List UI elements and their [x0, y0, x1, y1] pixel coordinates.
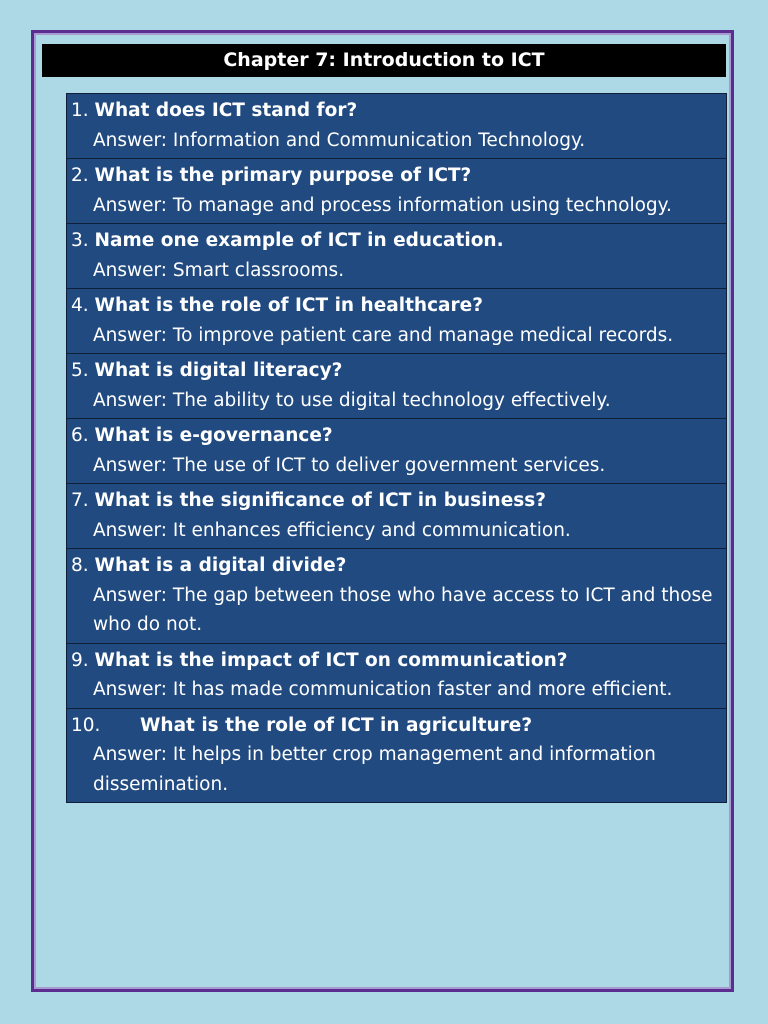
qa-item [67, 418, 726, 483]
question-text: What is the primary purpose of ICT? [94, 165, 472, 186]
question-number: 5. [71, 360, 89, 381]
answer-text: Answer: It helps in better crop management and information dissemination. [93, 744, 656, 795]
question-text: What is the role of ICT in healthcare? [94, 295, 483, 316]
answer-text: Answer: It enhances efficiency and communication. [93, 519, 571, 541]
question-number: 2. [71, 165, 89, 186]
question-number: 6. [71, 425, 89, 446]
qa-item [67, 643, 726, 708]
question-text: What is the significance of ICT in business? [94, 490, 546, 511]
answer-text: Answer: To improve patient care and manage medical records. [93, 324, 674, 346]
answer-text: Answer: To manage and process information using technology. [93, 194, 672, 216]
qa-item [67, 223, 726, 288]
qa-table [66, 93, 727, 803]
qa-item [67, 548, 726, 643]
answer-text: Answer: The use of ICT to deliver government services. [93, 454, 606, 476]
qa-item [67, 158, 726, 223]
qa-item [67, 94, 726, 158]
question-number: 10. [71, 714, 101, 736]
question-text: What is e-governance? [94, 425, 333, 446]
qa-item [67, 288, 726, 353]
chapter-title: Chapter 7: Introduction to ICT [42, 44, 726, 77]
qa-item [67, 708, 726, 803]
question-number: 7. [71, 490, 89, 511]
question-number: 9. [71, 649, 89, 671]
question-text: What is the role of ICT in agriculture? [140, 714, 533, 736]
question-text: What is a digital divide? [94, 555, 347, 576]
question-text: What is the impact of ICT on communication? [94, 649, 568, 671]
question-number: 1. [71, 100, 89, 121]
qa-item [67, 483, 726, 548]
qa-item [67, 353, 726, 418]
answer-text: Answer: The gap between those who have access to ICT and those who do not. [93, 584, 713, 635]
question-number: 8. [71, 555, 89, 576]
question-text: What is digital literacy? [94, 360, 343, 381]
question-text: Name one example of ICT in education. [94, 230, 504, 251]
answer-text: Answer: Information and Communication Technology. [93, 129, 586, 151]
question-number: 3. [71, 230, 89, 251]
question-text: What does ICT stand for? [94, 100, 358, 121]
answer-text: Answer: Smart classrooms. [93, 259, 345, 281]
answer-text: Answer: The ability to use digital technology effectively. [93, 389, 611, 411]
question-number: 4. [71, 295, 89, 316]
answer-text: Answer: It has made communication faster and more efficient. [93, 679, 673, 700]
